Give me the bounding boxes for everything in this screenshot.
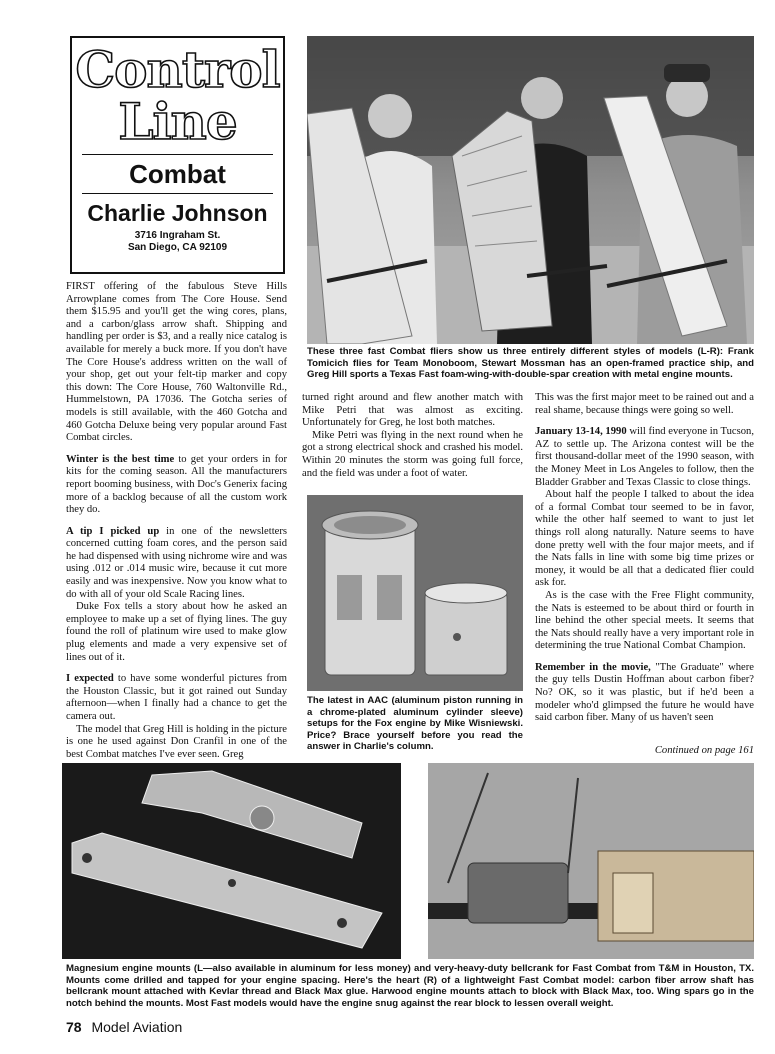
col1-para-3-lead: A tip I picked up bbox=[66, 525, 160, 537]
col1-para-2 bbox=[66, 454, 287, 517]
fast-combat-heart-illustration bbox=[428, 763, 754, 959]
address-line-1: 3716 Ingraham St. bbox=[134, 230, 221, 241]
top-photo-caption: These three fast Combat fliers show us three entirely different styles of models (L-R): Frank Tomicich flies for Team Monoboom, Stewart Mossman has an open-framed practice ship, and Greg Hill sports a Texas Fast foam-wing-with-double-spar creation with metal engine mounts. bbox=[307, 346, 754, 381]
col3-para-1: This was the first major meet to be rained out and a real shame, because things were going so well. bbox=[535, 392, 754, 416]
column-3 bbox=[535, 392, 754, 725]
magazine-name: Model Aviation bbox=[91, 1019, 183, 1035]
page-number: 78 bbox=[66, 1019, 82, 1035]
col3-para-2-text: will find everyone in Tucson, AZ to settle up. The Arizona contest will be the first thousand-dollar meet of the 1990 season, with the Money Meet in Los Angeles to follow, then the Bladder Grabber and Texas Classic to close things. bbox=[535, 426, 754, 488]
piston-photo bbox=[307, 495, 523, 691]
col3-para-5-text: "The Graduate" where the guy tells Dustin Hoffman about carbon fiber? No? OK, so it was plastic, but if he'd been a modeler who'd glimpsed the future he would have said carbon fiber. Many of us haven't seen bbox=[535, 661, 754, 724]
col1-para-2-lead: Winter is the best time bbox=[66, 453, 175, 465]
col1-para-5-lead: I expected bbox=[66, 673, 114, 685]
column-1 bbox=[66, 281, 287, 761]
piston-photo-illustration bbox=[307, 495, 523, 691]
top-photo-illustration bbox=[307, 36, 754, 344]
bottom-photos-caption: Magnesium engine mounts (L—also available in aluminum for less money) and very-heavy-duty bellcrank for Fast Combat from T&M in Houston, TX. Mounts come drilled and tapped for your engine spacing. Here's the heart (R) of a lightweight Fast Combat model: carbon fiber arrow shaft has bellcrank mount attached with Kevlar thread and Black Max glue. Harwood engine mounts attach to block with Black Max, too. Wing spars go in the notch behind the mounts. Most Fast models would have the engine snug against the rear block to lessen overall weight. bbox=[66, 963, 754, 1009]
author-name: Charlie Johnson bbox=[87, 200, 268, 226]
col1-para-5-text: to have some wonderful pictures from the Houston Classic, but it got rained out Sunday afternoon—when I finally had a chance to get the camera out. bbox=[66, 673, 287, 722]
col3-para-5 bbox=[535, 662, 754, 725]
col1-para-6: The model that Greg Hill is holding in the picture is one he used against Don Cranfil in one of the best Combat matches I've ever seen. Greg bbox=[66, 723, 287, 760]
col1-para-4: Duke Fox tells a story about how he asked an employee to make up a set of flying lines. The guy found the roll of platinum wire used to make glow plug elements and made a very expensive set of lines out of it. bbox=[66, 601, 287, 663]
engine-mounts-photo bbox=[62, 763, 401, 959]
col1-para-3 bbox=[66, 526, 287, 602]
top-photo-three-fliers bbox=[307, 36, 754, 344]
subtitle-rule bbox=[82, 193, 273, 194]
address-line-2: San Diego, CA 92109 bbox=[127, 242, 228, 253]
col1-para-2-text: to get your orders in for kits for the coming season. All the manufacturers report booming business, with Doc's Generix facing more of a backlog because of all the custom work they do. bbox=[66, 453, 287, 516]
col3-para-2-lead: January 13-14, 1990 bbox=[535, 426, 627, 438]
title-control: Control bbox=[75, 40, 280, 99]
col3-para-5-lead: Remember in the movie, bbox=[535, 661, 651, 673]
column-2 bbox=[302, 392, 523, 480]
piston-photo-caption: The latest in AAC (aluminum piston running in a chrome-plated aluminum cylinder sleeve) setups for the Fox engine by Mike Wisniewski. Price? Brace yourself before you read the answer in Charlie's column. bbox=[307, 695, 523, 753]
fast-combat-heart-photo bbox=[428, 763, 754, 959]
col1-para-5 bbox=[66, 673, 287, 723]
col3-para-3: About half the people I talked to about the idea of a formal Combat tour seemed to be in favor, while the other half seemed to want to just let things roll along naturally. Nature seems to have done pretty well with the four major meets, and if the Nats falls in line with some big time prizes or money, it would be all that a dedicated flier could ask for. bbox=[535, 489, 754, 589]
subtitle-combat: Combat bbox=[129, 159, 226, 189]
col1-para-1: FIRST offering of the fabulous Steve Hills Arrowplane comes from The Core House. Send them $15.95 and you'll get the wing cores, plans, and a carbon/glass arrow shaft. Shipping and handling per order is $3, and a really nice catalog is available for merely a buck more. If you don't have The Core House's address written on the wall of your shop, get out your felt-tip marker and copy this down: The Core House, 760 Waltonville Rd., Hummelstown, PA 17036. The Gotcha series of models is still available, with the 460 Gotcha and 460 Gotcha Deluxe being very popular around Fast Combat circles. bbox=[66, 281, 287, 444]
col2-para-1: turned right around and flew another match with Mike Petri that was almost as exciting. Unfortunately for Greg, he lost both matches. bbox=[302, 392, 523, 429]
title-line: Line bbox=[118, 92, 237, 151]
col3-para-4: As is the case with the Free Flight community, the Nats is esteemed to be about third or fourth in line behind the other special meets. It seems that the Nats should really have a very important role in determining the true National Combat Champion. bbox=[535, 589, 754, 652]
col3-para-2 bbox=[535, 426, 754, 489]
continued-note: Continued on page 161 bbox=[654, 745, 754, 756]
col2-para-2: Mike Petri was flying in the next round when he got a strong electrical shock and crashed his model. Within 20 minutes the storm was going full force, and the field was under a foot of water. bbox=[302, 429, 523, 479]
col1-para-3-text: in one of the newsletters concerned cutting foam cores, and the person said he had dispensed with using nichrome wire and was using .012 or .014 music wire, because it cut more easily and was inexpensive. Now you know what to do with all of your old Scale Racing lines. bbox=[66, 525, 287, 600]
engine-mounts-illustration bbox=[62, 763, 401, 959]
page-footer bbox=[66, 1019, 182, 1035]
column-title-box bbox=[70, 36, 285, 274]
